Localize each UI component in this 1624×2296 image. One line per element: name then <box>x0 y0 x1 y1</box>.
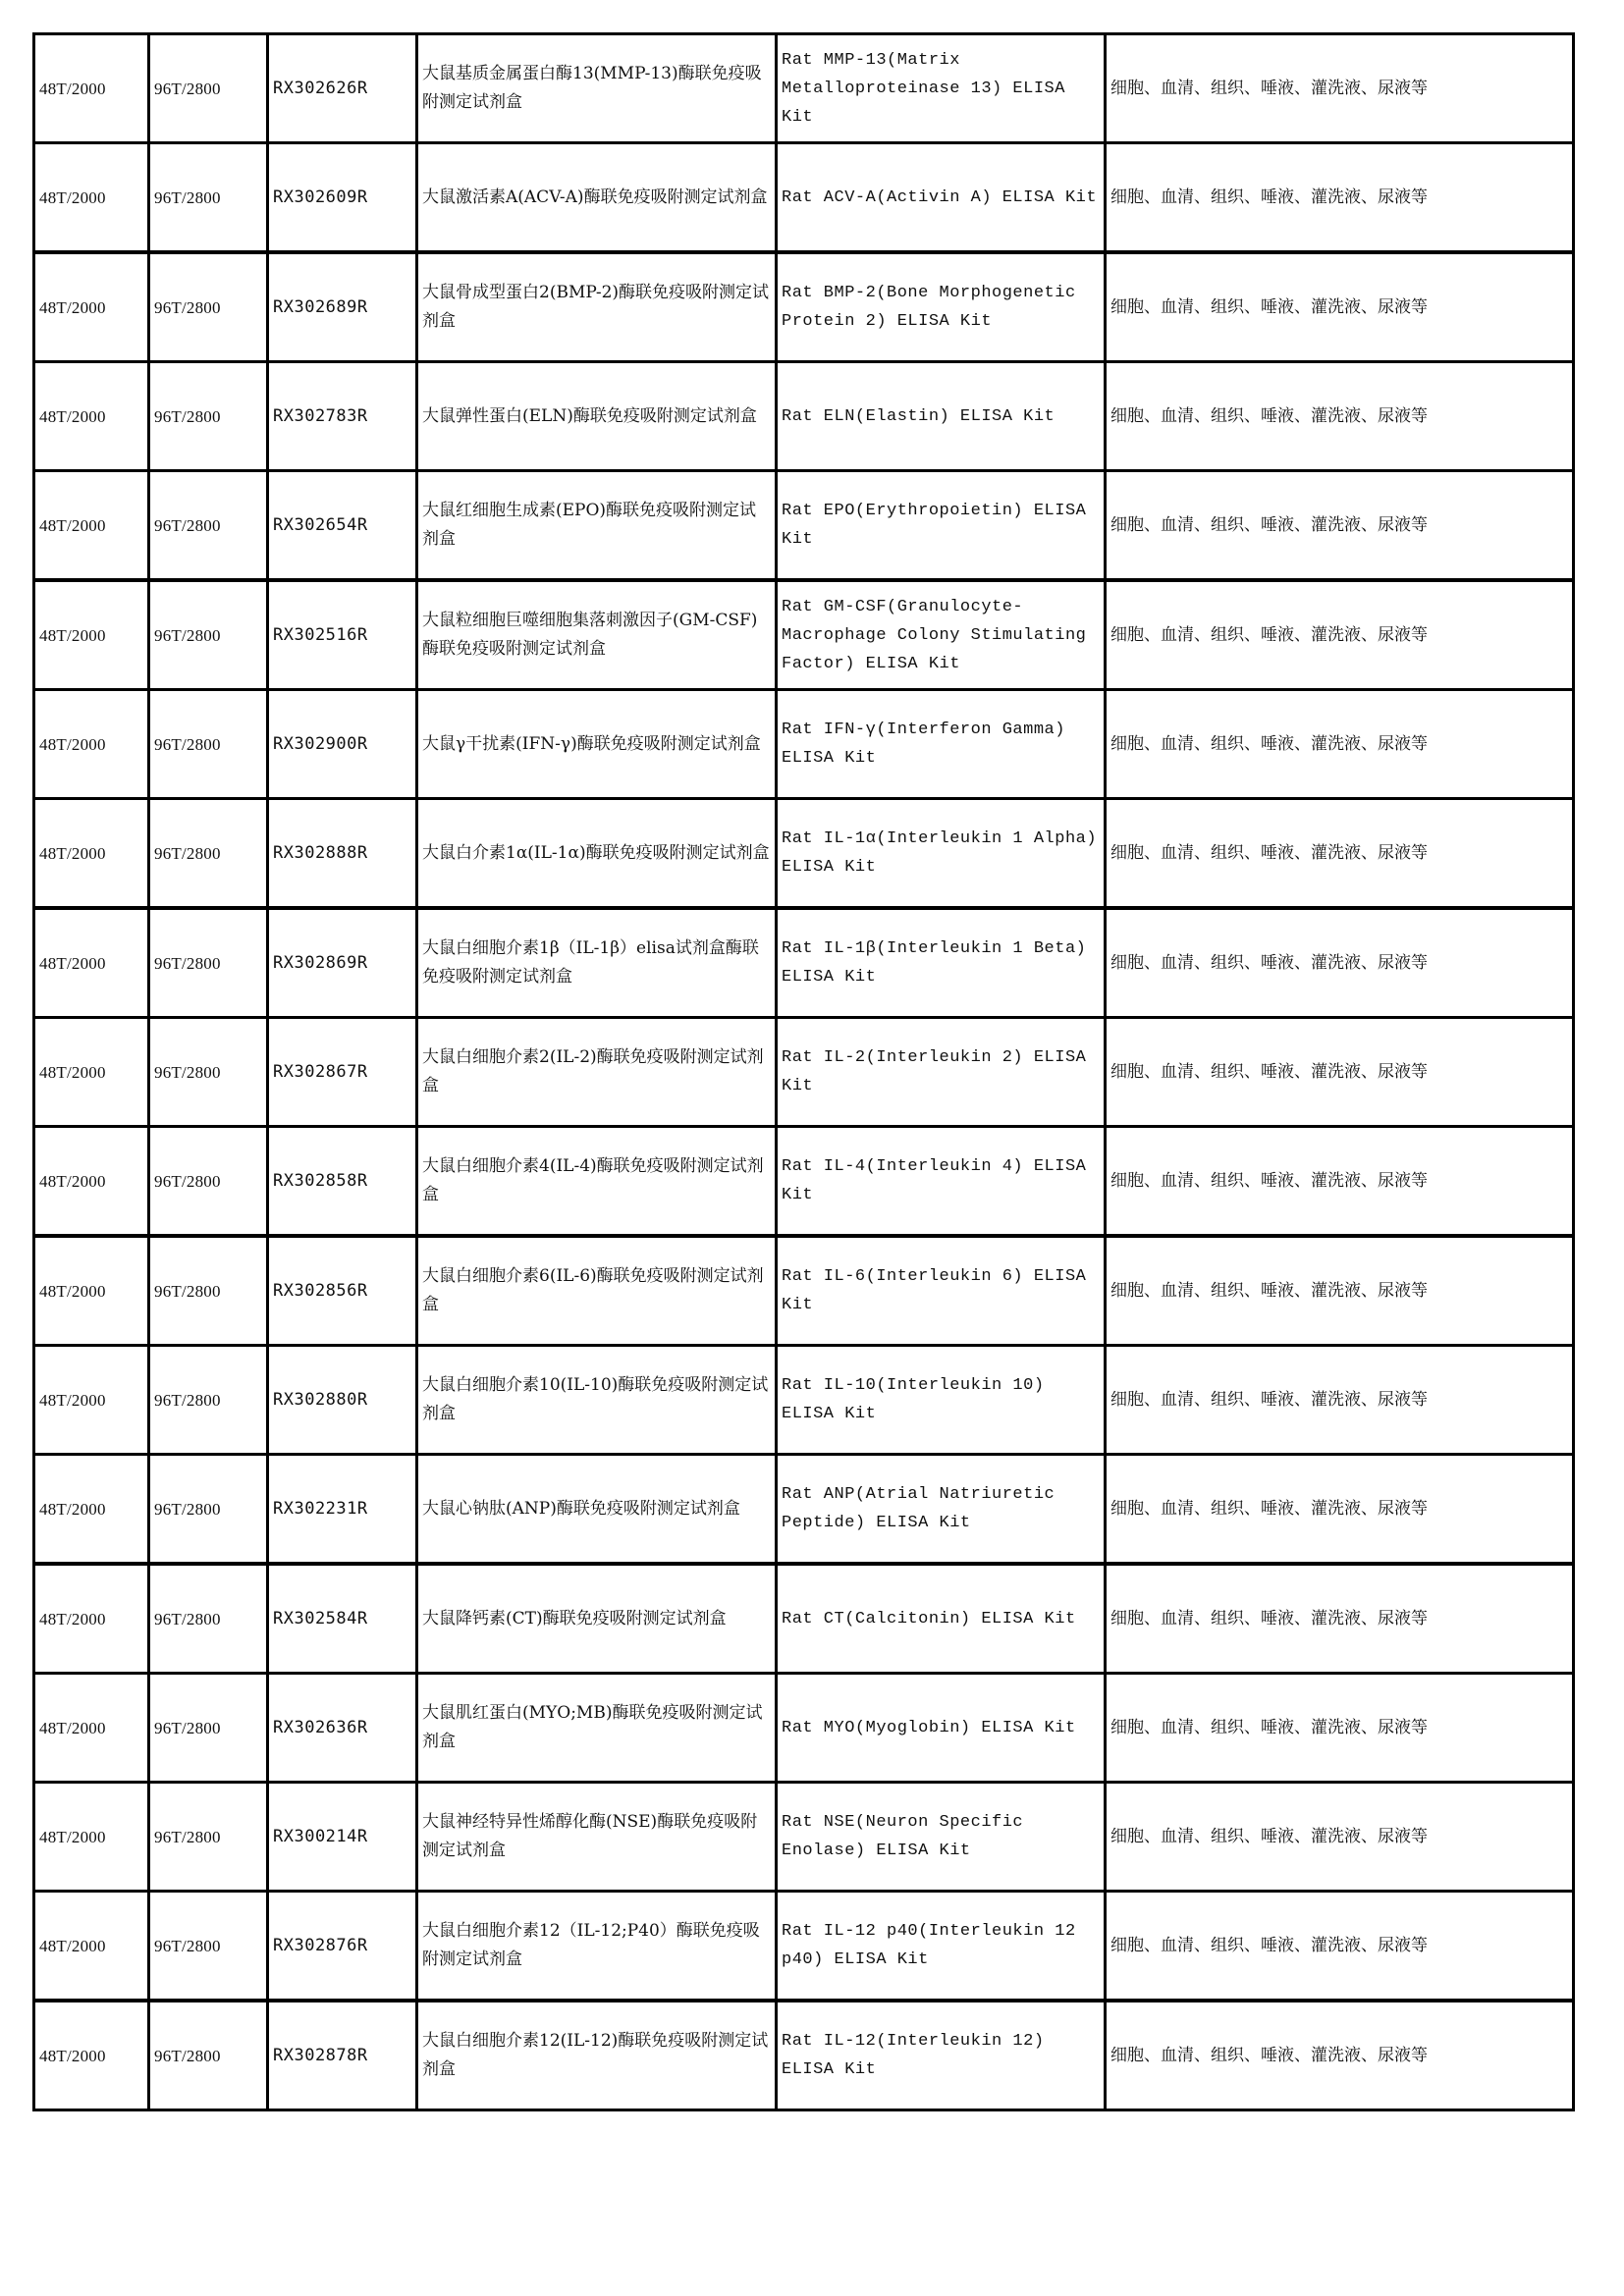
catalog-number-cell: RX302609R <box>268 143 417 253</box>
english-name-text: Rat BMP-2(Bone Morphogenetic Protein 2) ELISA Kit <box>782 284 1076 331</box>
spec-48-cell: 48T/2000 <box>34 908 149 1018</box>
chinese-name-cell: 大鼠白介素1α(IL-1α)酶联免疫吸附测定试剂盒 <box>417 799 777 909</box>
english-name-cell <box>777 1346 1106 1455</box>
english-name-text: Rat IFN-γ(Interferon Gamma) ELISA Kit <box>782 721 1065 768</box>
sample-types-cell: 细胞、血清、组织、唾液、灌洗液、尿液等 <box>1106 1674 1574 1783</box>
english-name-cell <box>777 34 1106 143</box>
english-name-text: Rat IL-10(Interleukin 10) ELISA Kit <box>782 1376 1045 1423</box>
chinese-name-cell: 大鼠弹性蛋白(ELN)酶联免疫吸附测定试剂盒 <box>417 362 777 471</box>
chinese-name-cell: 大鼠肌红蛋白(MYO;MB)酶联免疫吸附测定试剂盒 <box>417 1674 777 1783</box>
chinese-name-cell: 大鼠白细胞介素2(IL-2)酶联免疫吸附测定试剂盒 <box>417 1018 777 1127</box>
sample-types-cell: 细胞、血清、组织、唾液、灌洗液、尿液等 <box>1106 362 1574 471</box>
english-name-text: Rat IL-12(Interleukin 12) ELISA Kit <box>782 2032 1045 2079</box>
spec-96-cell: 96T/2800 <box>149 143 268 253</box>
spec-48-cell: 48T/2000 <box>34 1783 149 1892</box>
chinese-name-cell: 大鼠神经特异性烯醇化酶(NSE)酶联免疫吸附测定试剂盒 <box>417 1783 777 1892</box>
spec-96-cell: 96T/2800 <box>149 252 268 362</box>
spec-48-cell: 48T/2000 <box>34 252 149 362</box>
sample-types-cell: 细胞、血清、组织、唾液、灌洗液、尿液等 <box>1106 799 1574 909</box>
spec-48-cell: 48T/2000 <box>34 1674 149 1783</box>
english-name-cell <box>777 1455 1106 1565</box>
sample-types-cell: 细胞、血清、组织、唾液、灌洗液、尿液等 <box>1106 1346 1574 1455</box>
spec-48-cell: 48T/2000 <box>34 471 149 581</box>
english-name-cell <box>777 143 1106 253</box>
english-name-text: Rat IL-4(Interleukin 4) ELISA Kit <box>782 1157 1087 1204</box>
spec-96-cell: 96T/2800 <box>149 1892 268 2002</box>
english-name-text: Rat NSE(Neuron Specific Enolase) ELISA Kit <box>782 1813 1024 1860</box>
english-name-cell <box>777 1674 1106 1783</box>
catalog-number-cell: RX302880R <box>268 1346 417 1455</box>
english-name-text: Rat IL-1α(Interleukin 1 Alpha) ELISA Kit <box>782 829 1098 877</box>
spec-96-cell: 96T/2800 <box>149 1674 268 1783</box>
english-name-text: Rat GM-CSF(Granulocyte-Macrophage Colony Stimulating Factor) ELISA Kit <box>782 597 1087 673</box>
chinese-name-cell: 大鼠白细胞介素1β（IL-1β）elisa试剂盒酶联免疫吸附测定试剂盒 <box>417 908 777 1018</box>
table-row <box>34 799 1574 909</box>
table-row <box>34 252 1574 362</box>
spec-96-cell: 96T/2800 <box>149 908 268 1018</box>
product-table <box>32 32 1575 2111</box>
english-name-cell <box>777 2001 1106 2110</box>
english-name-text: Rat CT(Calcitonin) ELISA Kit <box>782 1609 1076 1629</box>
chinese-name-cell: 大鼠白细胞介素10(IL-10)酶联免疫吸附测定试剂盒 <box>417 1346 777 1455</box>
chinese-name-cell: 大鼠降钙素(CT)酶联免疫吸附测定试剂盒 <box>417 1564 777 1674</box>
english-name-cell <box>777 1892 1106 2002</box>
chinese-name-cell: 大鼠骨成型蛋白2(BMP-2)酶联免疫吸附测定试剂盒 <box>417 252 777 362</box>
catalog-number-cell: RX302858R <box>268 1127 417 1237</box>
spec-48-cell: 48T/2000 <box>34 1127 149 1237</box>
sample-types-cell: 细胞、血清、组织、唾液、灌洗液、尿液等 <box>1106 34 1574 143</box>
product-table-body <box>34 34 1574 2110</box>
english-name-text: Rat IL-1β(Interleukin 1 Beta) ELISA Kit <box>782 939 1087 987</box>
sample-types-cell: 细胞、血清、组织、唾液、灌洗液、尿液等 <box>1106 471 1574 581</box>
sample-types-cell: 细胞、血清、组织、唾液、灌洗液、尿液等 <box>1106 1783 1574 1892</box>
spec-48-cell: 48T/2000 <box>34 1564 149 1674</box>
chinese-name-cell: 大鼠γ干扰素(IFN-γ)酶联免疫吸附测定试剂盒 <box>417 690 777 799</box>
english-name-cell <box>777 1018 1106 1127</box>
english-name-text: Rat MMP-13(Matrix Metalloproteinase 13) ELISA Kit <box>782 50 1065 127</box>
chinese-name-cell: 大鼠白细胞介素12（IL-12;P40）酶联免疫吸附测定试剂盒 <box>417 1892 777 2002</box>
table-row <box>34 143 1574 253</box>
table-row <box>34 1892 1574 2002</box>
sample-types-cell: 细胞、血清、组织、唾液、灌洗液、尿液等 <box>1106 1455 1574 1565</box>
catalog-number-cell: RX302626R <box>268 34 417 143</box>
table-row <box>34 1127 1574 1237</box>
chinese-name-cell: 大鼠粒细胞巨噬细胞集落刺激因子(GM-CSF)酶联免疫吸附测定试剂盒 <box>417 580 777 690</box>
english-name-cell <box>777 580 1106 690</box>
spec-96-cell: 96T/2800 <box>149 1455 268 1565</box>
chinese-name-cell: 大鼠心钠肽(ANP)酶联免疫吸附测定试剂盒 <box>417 1455 777 1565</box>
english-name-text: Rat MYO(Myoglobin) ELISA Kit <box>782 1718 1076 1737</box>
chinese-name-cell: 大鼠激活素A(ACV-A)酶联免疫吸附测定试剂盒 <box>417 143 777 253</box>
table-row <box>34 1018 1574 1127</box>
spec-48-cell: 48T/2000 <box>34 362 149 471</box>
table-row <box>34 1236 1574 1346</box>
catalog-number-cell: RX302878R <box>268 2001 417 2110</box>
chinese-name-cell: 大鼠红细胞生成素(EPO)酶联免疫吸附测定试剂盒 <box>417 471 777 581</box>
english-name-cell <box>777 1564 1106 1674</box>
chinese-name-cell: 大鼠白细胞介素6(IL-6)酶联免疫吸附测定试剂盒 <box>417 1236 777 1346</box>
sample-types-cell: 细胞、血清、组织、唾液、灌洗液、尿液等 <box>1106 1892 1574 2002</box>
english-name-cell <box>777 690 1106 799</box>
catalog-number-cell: RX302231R <box>268 1455 417 1565</box>
english-name-text: Rat ANP(Atrial Natriuretic Peptide) ELISA Kit <box>782 1485 1056 1532</box>
chinese-name-cell: 大鼠白细胞介素12(IL-12)酶联免疫吸附测定试剂盒 <box>417 2001 777 2110</box>
catalog-number-cell: RX302654R <box>268 471 417 581</box>
spec-96-cell: 96T/2800 <box>149 1783 268 1892</box>
english-name-cell <box>777 908 1106 1018</box>
english-name-cell <box>777 1783 1106 1892</box>
table-row <box>34 362 1574 471</box>
english-name-cell <box>777 1127 1106 1237</box>
spec-48-cell: 48T/2000 <box>34 799 149 909</box>
chinese-name-cell: 大鼠白细胞介素4(IL-4)酶联免疫吸附测定试剂盒 <box>417 1127 777 1237</box>
table-row <box>34 1674 1574 1783</box>
sample-types-cell: 细胞、血清、组织、唾液、灌洗液、尿液等 <box>1106 2001 1574 2110</box>
table-row <box>34 1455 1574 1565</box>
table-row <box>34 471 1574 581</box>
catalog-number-cell: RX302900R <box>268 690 417 799</box>
sample-types-cell: 细胞、血清、组织、唾液、灌洗液、尿液等 <box>1106 1564 1574 1674</box>
english-name-cell <box>777 471 1106 581</box>
spec-48-cell: 48T/2000 <box>34 34 149 143</box>
catalog-number-cell: RX302869R <box>268 908 417 1018</box>
english-name-text: Rat EPO(Erythropoietin) ELISA Kit <box>782 502 1087 549</box>
catalog-number-cell: RX302636R <box>268 1674 417 1783</box>
chinese-name-cell: 大鼠基质金属蛋白酶13(MMP-13)酶联免疫吸附测定试剂盒 <box>417 34 777 143</box>
table-row <box>34 908 1574 1018</box>
spec-48-cell: 48T/2000 <box>34 1346 149 1455</box>
english-name-cell <box>777 1236 1106 1346</box>
sample-types-cell: 细胞、血清、组织、唾液、灌洗液、尿液等 <box>1106 143 1574 253</box>
sample-types-cell: 细胞、血清、组织、唾液、灌洗液、尿液等 <box>1106 252 1574 362</box>
spec-48-cell: 48T/2000 <box>34 143 149 253</box>
spec-48-cell: 48T/2000 <box>34 1892 149 2002</box>
catalog-number-cell: RX302856R <box>268 1236 417 1346</box>
catalog-number-cell: RX302867R <box>268 1018 417 1127</box>
sample-types-cell: 细胞、血清、组织、唾液、灌洗液、尿液等 <box>1106 580 1574 690</box>
table-row <box>34 1564 1574 1674</box>
table-row <box>34 580 1574 690</box>
spec-48-cell: 48T/2000 <box>34 1236 149 1346</box>
spec-48-cell: 48T/2000 <box>34 1455 149 1565</box>
english-name-text: Rat IL-6(Interleukin 6) ELISA Kit <box>782 1267 1087 1314</box>
english-name-cell <box>777 799 1106 909</box>
sample-types-cell: 细胞、血清、组织、唾液、灌洗液、尿液等 <box>1106 1018 1574 1127</box>
catalog-number-cell: RX302888R <box>268 799 417 909</box>
english-name-text: Rat ACV-A(Activin A) ELISA Kit <box>782 187 1098 207</box>
spec-96-cell: 96T/2800 <box>149 471 268 581</box>
spec-48-cell: 48T/2000 <box>34 1018 149 1127</box>
spec-96-cell: 96T/2800 <box>149 1127 268 1237</box>
table-row <box>34 690 1574 799</box>
english-name-text: Rat IL-2(Interleukin 2) ELISA Kit <box>782 1048 1087 1095</box>
catalog-number-cell: RX302876R <box>268 1892 417 2002</box>
sample-types-cell: 细胞、血清、组织、唾液、灌洗液、尿液等 <box>1106 1236 1574 1346</box>
spec-48-cell: 48T/2000 <box>34 690 149 799</box>
table-row <box>34 2001 1574 2110</box>
spec-96-cell: 96T/2800 <box>149 690 268 799</box>
spec-96-cell: 96T/2800 <box>149 1346 268 1455</box>
spec-96-cell: 96T/2800 <box>149 362 268 471</box>
catalog-number-cell: RX302689R <box>268 252 417 362</box>
table-row <box>34 1783 1574 1892</box>
spec-96-cell: 96T/2800 <box>149 1236 268 1346</box>
table-row <box>34 1346 1574 1455</box>
catalog-number-cell: RX302584R <box>268 1564 417 1674</box>
table-row <box>34 34 1574 143</box>
sample-types-cell: 细胞、血清、组织、唾液、灌洗液、尿液等 <box>1106 1127 1574 1237</box>
spec-48-cell: 48T/2000 <box>34 2001 149 2110</box>
spec-96-cell: 96T/2800 <box>149 580 268 690</box>
english-name-text: Rat ELN(Elastin) ELISA Kit <box>782 406 1056 426</box>
english-name-cell <box>777 362 1106 471</box>
spec-96-cell: 96T/2800 <box>149 1564 268 1674</box>
catalog-number-cell: RX302783R <box>268 362 417 471</box>
catalog-number-cell: RX302516R <box>268 580 417 690</box>
spec-96-cell: 96T/2800 <box>149 799 268 909</box>
english-name-text: Rat IL-12 p40(Interleukin 12 p40) ELISA Kit <box>782 1922 1076 1969</box>
catalog-number-cell: RX300214R <box>268 1783 417 1892</box>
sample-types-cell: 细胞、血清、组织、唾液、灌洗液、尿液等 <box>1106 690 1574 799</box>
spec-96-cell: 96T/2800 <box>149 1018 268 1127</box>
spec-96-cell: 96T/2800 <box>149 34 268 143</box>
sample-types-cell: 细胞、血清、组织、唾液、灌洗液、尿液等 <box>1106 908 1574 1018</box>
english-name-cell <box>777 252 1106 362</box>
spec-48-cell: 48T/2000 <box>34 580 149 690</box>
spec-96-cell: 96T/2800 <box>149 2001 268 2110</box>
